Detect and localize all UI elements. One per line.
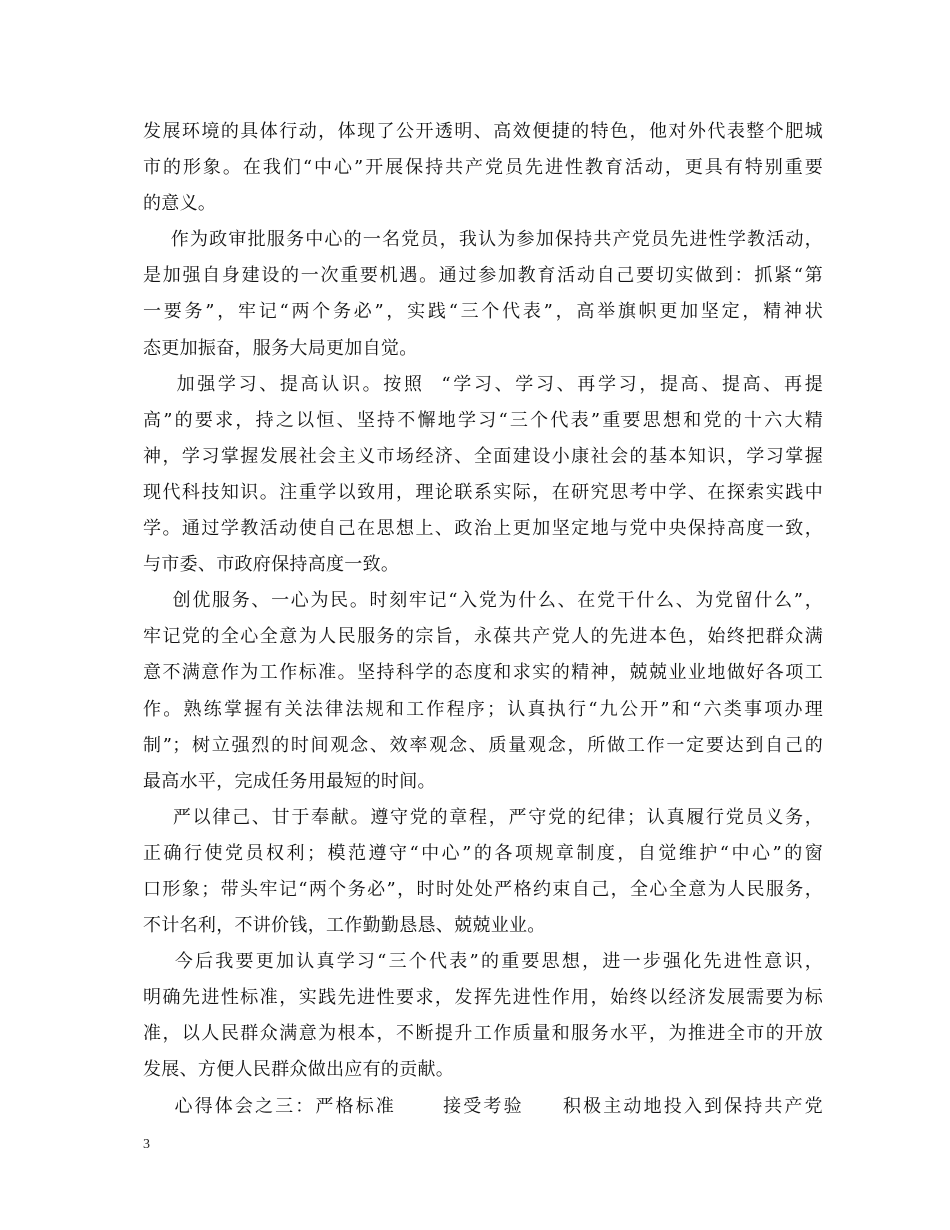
text-line: 心得体会之三：严格标准 接受考验 积极主动地投入到保持共产党	[143, 1095, 823, 1117]
text-line: 学。通过学教活动使自己在思想上、政治上更加坚定地与党中央保持高度一致，	[143, 518, 823, 540]
text-line: 发展、方便人民群众做出应有的贡献。	[143, 1059, 455, 1081]
page-number: 3	[143, 1137, 150, 1152]
text-line: 作。熟练掌握有关法律法规和工作程序；认真执行“九公开”和“六类事项办理	[143, 698, 823, 720]
text-line: 现代科技知识。注重学以致用，理论联系实际，在研究思考中学、在探索实践中	[143, 481, 823, 503]
text-line: 发展环境的具体行动，体现了公开透明、高效便捷的特色，他对外代表整个肥城	[143, 121, 823, 142]
text-line: 牢记党的全心全意为人民服务的宗旨，永葆共产党人的先进本色，始终把群众满	[143, 626, 823, 648]
text-line: 制”；树立强烈的时间观念、效率观念、质量观念，所做工作一定要达到自己的	[143, 734, 823, 756]
text-line: 创优服务、一心为民。时刻牢记“入党为什么、在党干什么、为党留什么”，	[143, 590, 823, 612]
text-line: 一要务”，牢记“两个务必”，实践“三个代表”，高举旗帜更加坚定，精神状	[143, 301, 823, 323]
text-line: 高”的要求，持之以恒、坚持不懈地学习“三个代表”重要思想和党的十六大精	[143, 409, 823, 431]
text-line: 态更加振奋，服务大局更加自觉。	[143, 337, 418, 359]
text-line: 加强学习、提高认识。按照 “学习、学习、再学习，提高、提高、再提	[143, 373, 823, 395]
text-line: 神，学习掌握发展社会主义市场经济、全面建设小康社会的基本知识，学习掌握	[143, 445, 823, 467]
text-line: 准，以人民群众满意为根本，不断提升工作质量和服务水平，为推进全市的开放	[143, 1023, 823, 1045]
text-line: 最高水平，完成任务用最短的时间。	[143, 770, 436, 792]
text-line: 是加强自身建设的一次重要机遇。通过参加教育活动自己要切实做到：抓紧“第	[143, 265, 823, 287]
text-line: 明确先进性标准，实践先进性要求，发挥先进性作用，始终以经济发展需要为标	[143, 987, 823, 1009]
text-line: 今后我要更加认真学习“三个代表”的重要思想，进一步强化先进性意识，	[143, 951, 823, 973]
text-line: 严以律己、甘于奉献。遵守党的章程，严守党的纪律；认真履行党员义务，	[143, 806, 823, 828]
body-text	[143, 114, 823, 1125]
text-line: 与市委、市政府保持高度一致。	[143, 554, 400, 576]
text-line: 的意义。	[143, 193, 217, 215]
text-line: 意不满意作为工作标准。坚持科学的态度和求实的精神，兢兢业业地做好各项工	[143, 662, 823, 684]
text-line: 市的形象。在我们“中心”开展保持共产党员先进性教育活动，更具有特别重要	[143, 157, 823, 179]
text-line: 作为政审批服务中心的一名党员，我认为参加保持共产党员先进性学教活动，	[143, 229, 823, 251]
text-line: 正确行使党员权利；模范遵守“中心”的各项规章制度，自觉维护“中心”的窗	[143, 842, 823, 864]
text-line: 口形象；带头牢记“两个务必”，时时处处严格约束自己，全心全意为人民服务，	[143, 878, 823, 900]
text-line: 不计名利，不讲价钱，工作勤勤恳恳、兢兢业业。	[143, 915, 546, 937]
